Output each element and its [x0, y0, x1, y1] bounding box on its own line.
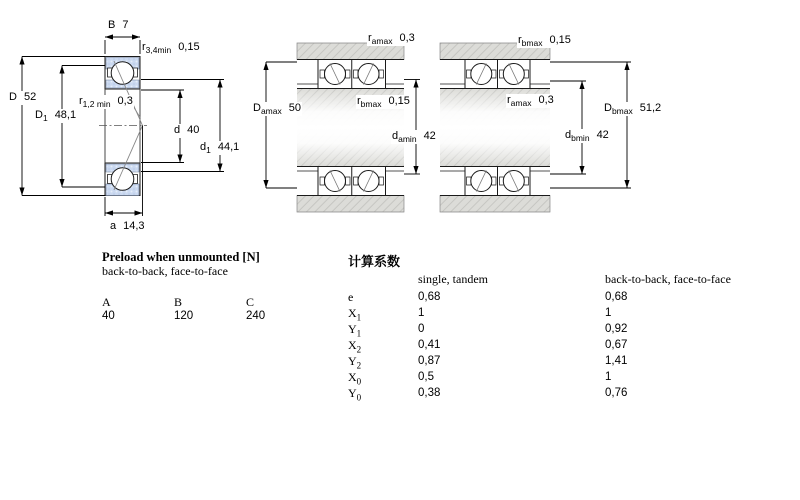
- factors-rows: [348, 290, 748, 402]
- dim-label-Dbmax: $D_{bmax}$ 51,2: [604, 102, 662, 117]
- dim-label-r12: $r_{1,2 min}$ 0,3: [79, 95, 133, 110]
- dim-label-dbmin: $d_{bmin}$ 42: [565, 129, 609, 144]
- preload-val-c: 240: [246, 310, 266, 322]
- mounting-diagram-b: [440, 43, 631, 212]
- preload-col-c: C: [246, 295, 255, 309]
- dim-label-rbmax-a: $r_{bmax}$ 0,15: [357, 95, 410, 110]
- dim-label-d: d 40: [174, 124, 200, 136]
- dim-label-damin: $d_{amin}$ 42: [392, 130, 436, 145]
- factors-row: $X_1$ 1 1: [348, 306, 612, 323]
- factors-row: $X_2$ 0,41 0,67: [348, 338, 628, 355]
- factors-column-headers: [348, 272, 748, 286]
- preload-col-a: A: [102, 295, 111, 309]
- factors-row: $X_0$ 0,5 1: [348, 370, 612, 387]
- factors-row: $Y_0$ 0,38 0,76: [348, 386, 628, 403]
- preload-title: Preload when unmounted [N]: [102, 250, 260, 264]
- dim-label-Damax: $D_{amax}$ 50: [253, 102, 301, 117]
- dim-label-D1: $D_1$ 48,1: [35, 109, 77, 124]
- preload-val-b: 120: [174, 310, 194, 322]
- dim-label-B: B 7: [108, 19, 129, 31]
- dim-label-a: a 14,3: [110, 220, 145, 232]
- dim-label-ramax-b: $r_{amax}$ 0,3: [507, 94, 554, 109]
- preload-val-a: 40: [102, 310, 115, 322]
- factors-row: $Y_2$ 0,87 1,41: [348, 354, 628, 371]
- preload-col-b: B: [174, 295, 183, 309]
- dim-label-d1: $d_1$ 44,1: [200, 141, 240, 156]
- factors-col2-header: back-to-back, face-to-face: [605, 272, 731, 286]
- preload-values: [102, 310, 318, 322]
- factors-title: 计算系数: [348, 254, 401, 269]
- preload-subtitle: back-to-back, face-to-face: [102, 264, 228, 278]
- factors-col1-header: single, tandem: [418, 272, 488, 286]
- factors-row: $Y_1$ 0 0,92: [348, 322, 628, 339]
- dim-label-D: D 52: [9, 91, 37, 103]
- dim-label-rbmax-b: $r_{bmax}$ 0,15: [518, 34, 571, 49]
- dim-label-ramax-a: $r_{amax}$ 0,3: [368, 32, 415, 47]
- dim-label-r34: $r_{3,4min}$ 0,15: [142, 41, 200, 56]
- factors-row: e 0,68 0,68: [348, 290, 628, 304]
- mounting-diagram-a: [266, 43, 420, 212]
- preload-column-headers: [102, 295, 318, 310]
